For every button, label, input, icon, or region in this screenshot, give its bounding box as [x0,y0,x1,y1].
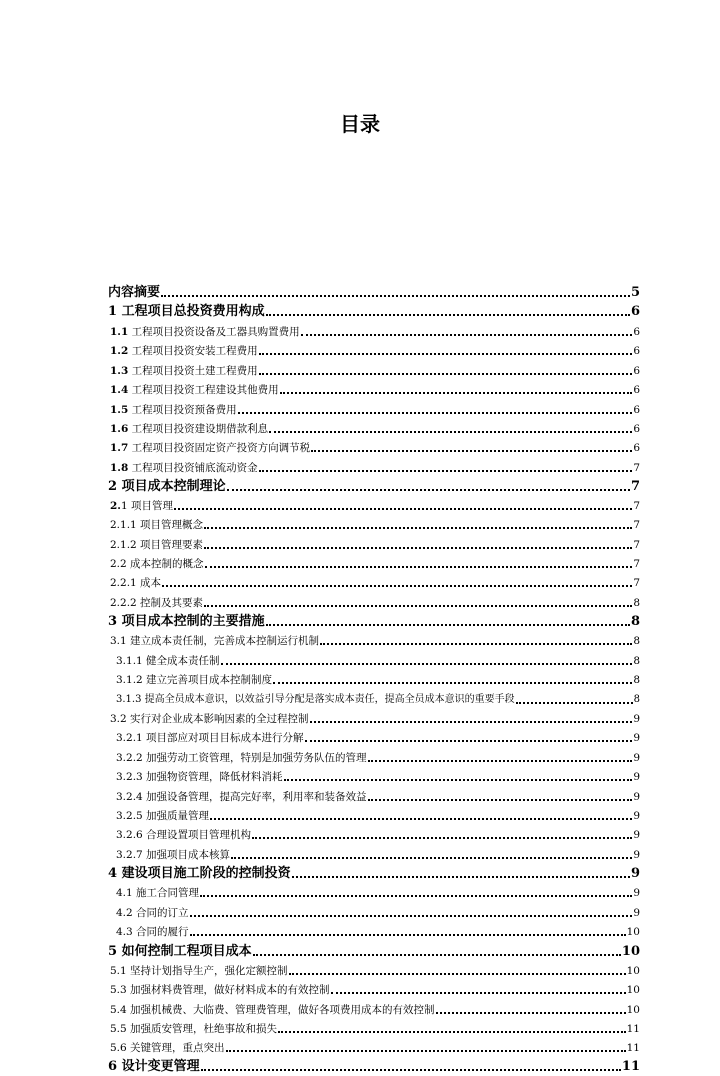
toc-entry-3-2-6[interactable]: 3.2.6 合理设置项目管理机构 9 [116,829,640,841]
toc-entry-2-2[interactable]: 2.2 成本控制的概念 7 [110,558,640,570]
toc-entry-3-2-3[interactable]: 3.2.3 加强物资管理，降低材料消耗 9 [116,771,640,783]
toc-entry-1[interactable]: 1 工程项目总投资费用构成 6 [108,304,640,319]
toc-entry-2-2-2[interactable]: 2.2.2 控制及其要素 8 [110,597,640,609]
toc-entry-2-1-2[interactable]: 2.1.2 项目管理要素 7 [110,539,640,551]
toc-entry-3-2-2[interactable]: 3.2.2 加强劳动工资管理，特别是加强劳务队伍的管理 9 [116,752,640,764]
toc-entry-3-2-4[interactable]: 3.2.4 加强设备管理，提高完好率，利用率和装备效益 9 [116,791,640,803]
toc-entry-1-8[interactable]: 1.8 工程项目投资铺底流动资金 7 [110,462,640,474]
toc-entry-4-2[interactable]: 4.2 合同的订立 9 [116,907,640,919]
toc-entry-3-1-2[interactable]: 3.1.2 建立完善项目成本控制制度 8 [116,674,640,686]
page-title: 目录 [340,112,380,136]
toc-entry-5-1[interactable]: 5.1 坚持计划指导生产，强化定额控制 10 [110,965,640,977]
toc-entry-3-1-1[interactable]: 3.1.1 健全成本责任制 8 [116,655,640,667]
toc-entry-3-2[interactable]: 3.2 实行对企业成本影响因素的全过程控制 9 [110,713,640,725]
toc-entry-2-1[interactable]: 2.1 项目管理 7 [110,500,640,512]
toc-entry-2-2-1[interactable]: 2.2.1 成本 7 [110,577,640,589]
toc-entry-1-3[interactable]: 1.3 工程项目投资土建工程费用 6 [110,365,640,377]
toc-entry-1-6[interactable]: 1.6 工程项目投资建设期借款利息 6 [110,423,640,435]
toc-entry-2[interactable]: 2 项目成本控制理论 7 [108,479,640,494]
toc-entry-4-3[interactable]: 4.3 合同的履行 10 [116,926,640,938]
toc-entry-3-1-3[interactable]: 3.1.3 提高全员成本意识，以效益引导分配是落实成本责任，提高全员成本意识的重要手段 8 [116,694,640,705]
toc-entry-6[interactable]: 6 设计变更管理 11 [108,1059,640,1074]
toc-entry-3-1[interactable]: 3.1 建立成本责任制，完善成本控制运行机制 8 [110,635,640,647]
toc-entry-4-1[interactable]: 4.1 施工合同管理 9 [116,887,640,899]
toc-entry-3-2-1[interactable]: 3.2.1 项目部应对项目目标成本进行分解 9 [116,732,640,744]
toc-entry-5-4[interactable]: 5.4 加强机械费、大临费、管理费管理，做好各项费用成本的有效控制 10 [110,1004,640,1016]
toc-entry-3-2-7[interactable]: 3.2.7 加强项目成本核算 9 [116,849,640,861]
toc-entry-1-1[interactable]: 1.1 工程项目投资设备及工器具购置费用 6 [110,326,640,338]
toc-entry-4[interactable]: 4 建设项目施工阶段的控制投资 9 [108,866,640,881]
toc-entry-1-2[interactable]: 1.2 工程项目投资安装工程费用 6 [110,345,640,357]
toc-entry-1-5[interactable]: 1.5 工程项目投资预备费用 6 [110,404,640,416]
toc-entry-5-3[interactable]: 5.3 加强材料费管理，做好材料成本的有效控制 10 [110,984,640,996]
toc-entry-5-6[interactable]: 5.6 关键管理，重点突出 11 [110,1042,640,1054]
toc-entry-abstract[interactable]: 内容摘要 5 [108,285,640,300]
toc-entry-5[interactable]: 5 如何控制工程项目成本 10 [108,944,640,959]
toc-entry-3-2-5[interactable]: 3.2.5 加强质量管理 9 [116,810,640,822]
toc-entry-5-5[interactable]: 5.5 加强质安管理，杜绝事故和损失 11 [110,1023,640,1035]
toc-entry-3[interactable]: 3 项目成本控制的主要措施 8 [108,614,640,629]
toc-entry-1-7[interactable]: 1.7 工程项目投资固定资产投资方向调节税 6 [110,442,640,454]
toc-entry-2-1-1[interactable]: 2.1.1 项目管理概念 7 [110,519,640,531]
toc-entry-1-4[interactable]: 1.4 工程项目投资工程建设其他费用 6 [110,384,640,396]
